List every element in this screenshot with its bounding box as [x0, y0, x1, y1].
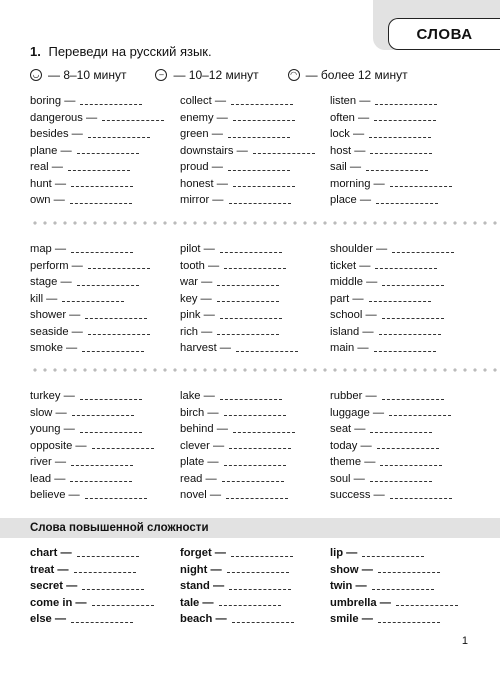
- word-label: key —: [180, 292, 212, 305]
- answer-blank[interactable]: [231, 104, 293, 105]
- word-item: [30, 595, 180, 612]
- word-item: [30, 454, 180, 471]
- word-label: luggage —: [330, 406, 385, 419]
- word-item: [330, 258, 475, 275]
- word-label: lake —: [180, 390, 215, 403]
- answer-blank[interactable]: [70, 481, 132, 482]
- word-item: [180, 421, 330, 438]
- timing-medium-text: — 10–12 минут: [173, 68, 259, 82]
- answer-blank[interactable]: [378, 622, 440, 623]
- word-item: [330, 595, 475, 612]
- word-item: [30, 258, 180, 275]
- word-item: [30, 388, 180, 405]
- word-item: [180, 578, 330, 595]
- answer-blank[interactable]: [229, 203, 291, 204]
- answer-blank[interactable]: [220, 252, 282, 253]
- word-label: seaside —: [30, 325, 83, 338]
- word-item: [30, 340, 180, 357]
- word-item: [180, 405, 330, 422]
- answer-blank[interactable]: [375, 268, 437, 269]
- word-item: [180, 562, 330, 579]
- answer-blank[interactable]: [217, 301, 279, 302]
- word-item: [330, 611, 475, 628]
- word-item: [30, 471, 180, 488]
- word-label: else —: [30, 613, 67, 626]
- word-item: [180, 110, 330, 127]
- answer-blank[interactable]: [389, 415, 451, 416]
- answer-blank[interactable]: [396, 605, 458, 606]
- answer-blank[interactable]: [374, 120, 436, 121]
- word-label: listen —: [330, 95, 371, 108]
- answer-blank[interactable]: [382, 285, 444, 286]
- answer-blank[interactable]: [382, 399, 444, 400]
- answer-blank[interactable]: [362, 556, 424, 557]
- word-label: part —: [330, 292, 364, 305]
- word-label: besides —: [30, 128, 83, 141]
- word-label: success —: [330, 489, 385, 502]
- word-label: enemy —: [180, 111, 228, 124]
- word-item: [330, 471, 475, 488]
- answer-blank[interactable]: [77, 285, 139, 286]
- word-label: stand —: [180, 580, 225, 593]
- word-item: [30, 421, 180, 438]
- answer-blank[interactable]: [219, 605, 281, 606]
- word-item: [30, 307, 180, 324]
- answer-blank[interactable]: [72, 415, 134, 416]
- word-label: war —: [180, 276, 213, 289]
- answer-blank[interactable]: [236, 351, 298, 352]
- timing-slow-text: — более 12 минут: [305, 68, 408, 82]
- answer-blank[interactable]: [366, 170, 428, 171]
- word-label: opposite —: [30, 439, 87, 452]
- word-label: beach —: [180, 613, 227, 626]
- word-label: behind —: [180, 423, 228, 436]
- answer-blank[interactable]: [92, 448, 154, 449]
- page-number: 1: [461, 635, 468, 647]
- word-item: [180, 438, 330, 455]
- word-item: [330, 578, 475, 595]
- word-label: morning —: [330, 177, 385, 190]
- word-label: smile —: [330, 613, 373, 626]
- word-label: lip —: [330, 547, 358, 560]
- word-block-3: [30, 388, 475, 504]
- word-block-2: [30, 241, 475, 357]
- word-label: dangerous —: [30, 111, 98, 124]
- word-item: [30, 438, 180, 455]
- answer-blank[interactable]: [224, 268, 286, 269]
- answer-blank[interactable]: [370, 481, 432, 482]
- word-label: main —: [330, 342, 369, 355]
- word-item: [180, 258, 330, 275]
- word-label: birch —: [180, 406, 219, 419]
- answer-blank[interactable]: [232, 622, 294, 623]
- word-label: soul —: [330, 472, 365, 485]
- word-item: [180, 595, 330, 612]
- word-label: hunt —: [30, 177, 67, 190]
- answer-blank[interactable]: [71, 465, 133, 466]
- word-label: river —: [30, 456, 67, 469]
- word-label: harvest —: [180, 342, 231, 355]
- word-label: map —: [30, 243, 67, 256]
- word-label: perform —: [30, 259, 83, 272]
- answer-blank[interactable]: [62, 301, 124, 302]
- word-item: [330, 340, 475, 357]
- answer-blank[interactable]: [80, 432, 142, 433]
- answer-blank[interactable]: [74, 572, 136, 573]
- answer-blank[interactable]: [226, 498, 288, 499]
- word-item: [330, 421, 475, 438]
- word-label: shoulder —: [330, 243, 388, 256]
- word-item: [330, 241, 475, 258]
- word-label: middle —: [330, 276, 378, 289]
- word-label: school —: [330, 309, 377, 322]
- answer-blank[interactable]: [229, 589, 291, 590]
- answer-blank[interactable]: [102, 120, 164, 121]
- word-item: [330, 405, 475, 422]
- word-block-advanced: [30, 545, 475, 628]
- word-label: boring —: [30, 95, 76, 108]
- section-title-tab: [388, 18, 500, 50]
- word-label: plane —: [30, 144, 72, 157]
- word-item: [330, 93, 475, 110]
- word-item: [180, 192, 330, 209]
- word-item: [30, 110, 180, 127]
- word-label: smoke —: [30, 342, 78, 355]
- word-label: island —: [330, 325, 374, 338]
- word-item: [330, 545, 475, 562]
- dotted-divider: [30, 221, 500, 225]
- word-item: [180, 471, 330, 488]
- word-label: umbrella —: [330, 596, 391, 609]
- timing-legend: [30, 68, 480, 82]
- word-item: [30, 487, 180, 504]
- word-label: collect —: [180, 95, 227, 108]
- word-item: [30, 562, 180, 579]
- word-label: twin —: [330, 580, 367, 593]
- word-item: [180, 307, 330, 324]
- word-item: [180, 611, 330, 628]
- word-item: [180, 241, 330, 258]
- word-label: slow —: [30, 406, 67, 419]
- answer-blank[interactable]: [80, 104, 142, 105]
- word-item: [330, 291, 475, 308]
- word-label: night —: [180, 563, 222, 576]
- word-label: turkey —: [30, 390, 75, 403]
- word-item: [180, 159, 330, 176]
- word-label: rubber —: [330, 390, 377, 403]
- advanced-section-header: [0, 518, 500, 538]
- word-label: pilot —: [180, 243, 215, 256]
- word-label: come in —: [30, 596, 87, 609]
- answer-blank[interactable]: [372, 589, 434, 590]
- word-label: tooth —: [180, 259, 220, 272]
- word-item: [330, 176, 475, 193]
- word-item: [30, 611, 180, 628]
- word-label: seat —: [330, 423, 366, 436]
- word-item: [180, 340, 330, 357]
- answer-blank[interactable]: [217, 285, 279, 286]
- word-item: [330, 159, 475, 176]
- word-label: young —: [30, 423, 75, 436]
- answer-blank[interactable]: [82, 351, 144, 352]
- word-label: green —: [180, 128, 223, 141]
- word-item: [180, 176, 330, 193]
- answer-blank[interactable]: [88, 268, 150, 269]
- answer-blank[interactable]: [71, 186, 133, 187]
- word-label: lock —: [330, 128, 365, 141]
- word-label: mirror —: [180, 194, 224, 207]
- word-label: novel —: [180, 489, 222, 502]
- word-item: [180, 93, 330, 110]
- answer-blank[interactable]: [227, 572, 289, 573]
- smile-icon: ◡: [30, 69, 42, 81]
- answer-blank[interactable]: [370, 153, 432, 154]
- word-label: proud —: [180, 161, 223, 174]
- answer-blank[interactable]: [222, 481, 284, 482]
- answer-blank[interactable]: [228, 170, 290, 171]
- word-label: read —: [180, 472, 217, 485]
- word-label: own —: [30, 194, 65, 207]
- answer-blank[interactable]: [374, 351, 436, 352]
- word-label: treat —: [30, 563, 69, 576]
- word-item: [30, 143, 180, 160]
- task-text: Переведи на русский язык.: [48, 44, 212, 59]
- word-item: [330, 388, 475, 405]
- word-label: plate —: [180, 456, 219, 469]
- task-heading: [30, 44, 212, 59]
- answer-blank[interactable]: [233, 186, 295, 187]
- answer-blank[interactable]: [229, 448, 291, 449]
- word-item: [180, 143, 330, 160]
- word-label: sail —: [330, 161, 362, 174]
- answer-blank[interactable]: [369, 137, 431, 138]
- word-item: [330, 110, 475, 127]
- answer-blank[interactable]: [233, 432, 295, 433]
- answer-blank[interactable]: [253, 153, 315, 154]
- word-item: [30, 93, 180, 110]
- word-label: stage —: [30, 276, 72, 289]
- word-label: rich —: [180, 325, 213, 338]
- word-item: [30, 324, 180, 341]
- word-item: [30, 126, 180, 143]
- word-item: [30, 159, 180, 176]
- answer-blank[interactable]: [376, 203, 438, 204]
- answer-blank[interactable]: [85, 318, 147, 319]
- answer-blank[interactable]: [378, 572, 440, 573]
- word-label: forget —: [180, 547, 226, 560]
- word-item: [30, 241, 180, 258]
- word-label: real —: [30, 161, 63, 174]
- word-label: often —: [330, 111, 370, 124]
- answer-blank[interactable]: [77, 153, 139, 154]
- word-item: [330, 126, 475, 143]
- word-label: show —: [330, 563, 373, 576]
- answer-blank[interactable]: [77, 556, 139, 557]
- timing-medium: [155, 68, 258, 82]
- answer-blank[interactable]: [224, 415, 286, 416]
- timing-fast-text: — 8–10 минут: [48, 68, 127, 82]
- word-label: theme —: [330, 456, 376, 469]
- word-label: lead —: [30, 472, 66, 485]
- section-title: СЛОВА: [416, 25, 473, 43]
- word-item: [330, 438, 475, 455]
- answer-blank[interactable]: [233, 120, 295, 121]
- answer-blank[interactable]: [379, 334, 441, 335]
- word-item: [180, 388, 330, 405]
- word-label: secret —: [30, 580, 78, 593]
- answer-blank[interactable]: [392, 252, 454, 253]
- word-item: [30, 274, 180, 291]
- advanced-section-title: Слова повышенной сложности: [30, 522, 209, 534]
- word-item: [180, 545, 330, 562]
- word-label: downstairs —: [180, 144, 248, 157]
- word-label: place —: [330, 194, 372, 207]
- word-label: honest —: [180, 177, 228, 190]
- answer-blank[interactable]: [85, 498, 147, 499]
- answer-blank[interactable]: [390, 186, 452, 187]
- word-item: [30, 405, 180, 422]
- neutral-face-icon: –: [155, 69, 167, 81]
- word-label: pink —: [180, 309, 215, 322]
- answer-blank[interactable]: [82, 589, 144, 590]
- word-label: tale —: [180, 596, 214, 609]
- dotted-divider: [30, 368, 500, 372]
- word-item: [330, 562, 475, 579]
- answer-blank[interactable]: [71, 622, 133, 623]
- word-item: [180, 487, 330, 504]
- word-item: [330, 274, 475, 291]
- answer-blank[interactable]: [380, 465, 442, 466]
- word-label: host —: [330, 144, 366, 157]
- word-block-1: [30, 93, 475, 209]
- word-item: [180, 291, 330, 308]
- word-item: [330, 324, 475, 341]
- answer-blank[interactable]: [88, 137, 150, 138]
- word-item: [180, 274, 330, 291]
- word-label: shower —: [30, 309, 81, 322]
- answer-blank[interactable]: [88, 334, 150, 335]
- word-item: [330, 192, 475, 209]
- answer-blank[interactable]: [224, 465, 286, 466]
- answer-blank[interactable]: [228, 137, 290, 138]
- word-item: [30, 291, 180, 308]
- answer-blank[interactable]: [377, 448, 439, 449]
- word-label: believe —: [30, 489, 80, 502]
- word-item: [180, 454, 330, 471]
- answer-blank[interactable]: [71, 252, 133, 253]
- word-item: [180, 126, 330, 143]
- answer-blank[interactable]: [92, 605, 154, 606]
- word-item: [30, 578, 180, 595]
- answer-blank[interactable]: [80, 399, 142, 400]
- word-item: [330, 143, 475, 160]
- sad-face-icon: ◠: [288, 69, 300, 81]
- word-item: [30, 176, 180, 193]
- answer-blank[interactable]: [382, 318, 444, 319]
- word-item: [30, 192, 180, 209]
- word-label: today —: [330, 439, 372, 452]
- word-item: [30, 545, 180, 562]
- word-item: [180, 324, 330, 341]
- answer-blank[interactable]: [220, 318, 282, 319]
- word-item: [330, 307, 475, 324]
- answer-blank[interactable]: [68, 170, 130, 171]
- answer-blank[interactable]: [370, 432, 432, 433]
- answer-blank[interactable]: [217, 334, 279, 335]
- word-label: kill —: [30, 292, 58, 305]
- answer-blank[interactable]: [70, 203, 132, 204]
- answer-blank[interactable]: [220, 399, 282, 400]
- answer-blank[interactable]: [375, 104, 437, 105]
- word-item: [330, 487, 475, 504]
- word-item: [330, 454, 475, 471]
- answer-blank[interactable]: [369, 301, 431, 302]
- answer-blank[interactable]: [231, 556, 293, 557]
- task-number: 1.: [30, 44, 41, 59]
- timing-fast: [30, 68, 126, 82]
- timing-slow: [288, 68, 408, 82]
- word-label: clever —: [180, 439, 225, 452]
- answer-blank[interactable]: [390, 498, 452, 499]
- word-label: chart —: [30, 547, 72, 560]
- word-label: ticket —: [330, 259, 371, 272]
